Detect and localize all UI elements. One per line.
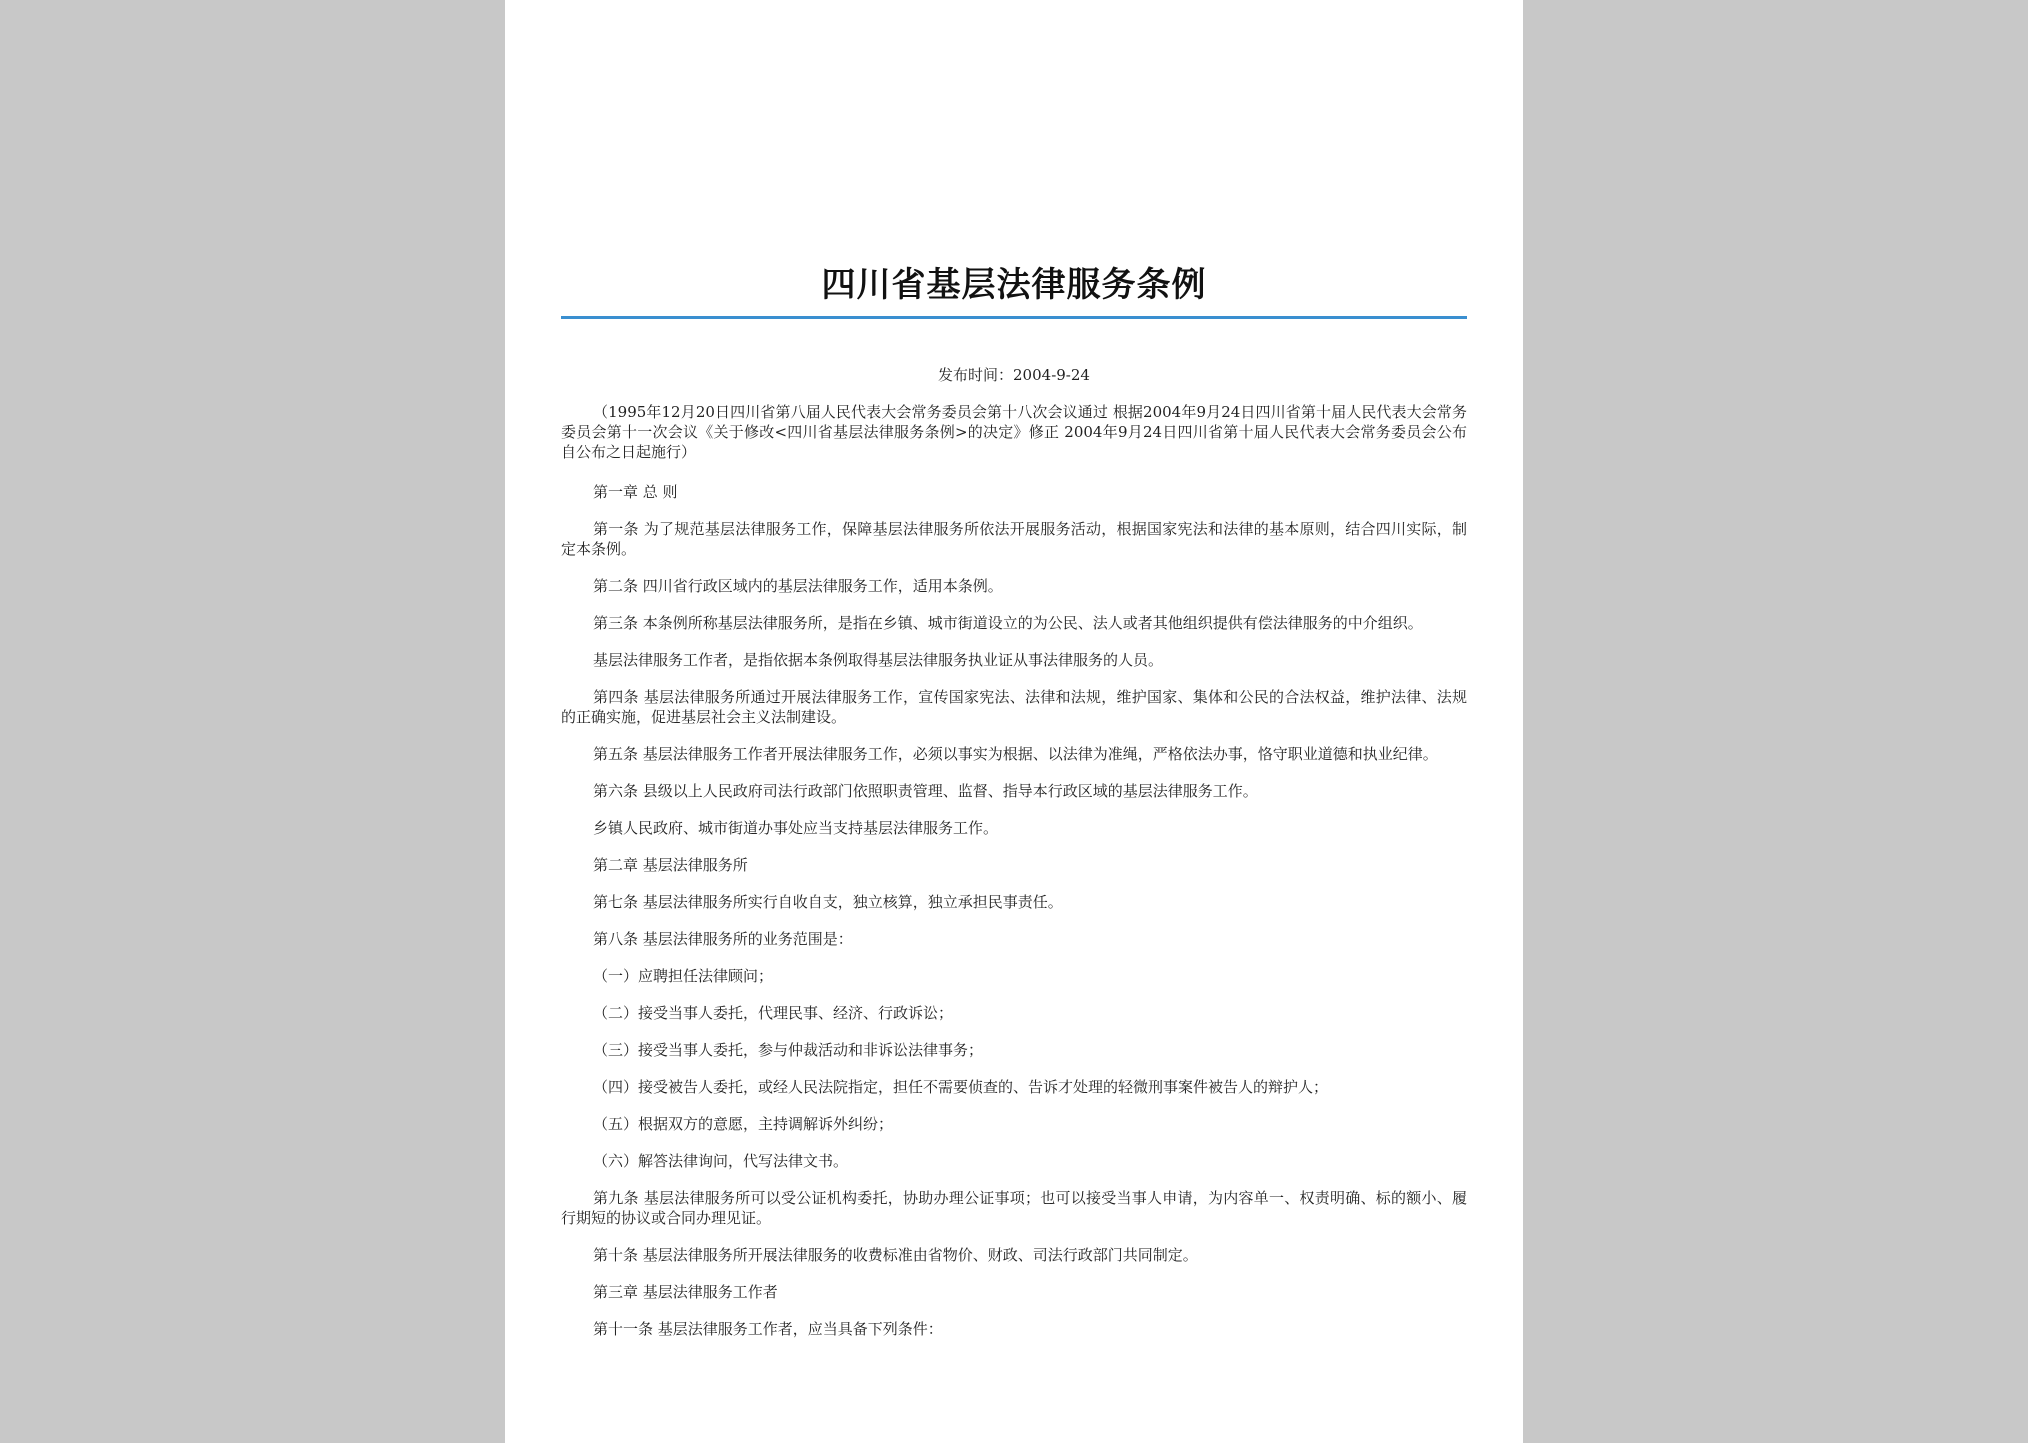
article-paragraph: 第八条 基层法律服务所的业务范围是： bbox=[593, 930, 853, 948]
chapter-heading: 第三章 基层法律服务工作者 bbox=[593, 1283, 778, 1301]
article-paragraph: 乡镇人民政府、城市街道办事处应当支持基层法律服务工作。 bbox=[593, 819, 999, 837]
article-paragraph: 第三条 本条例所称基层法律服务所，是指在乡镇、城市街道设立的为公民、法人或者其他组织提供有偿法律服务的中介组织。 bbox=[593, 614, 1423, 632]
article-paragraph: 第七条 基层法律服务所实行自收自支，独立核算，独立承担民事责任。 bbox=[593, 893, 1063, 911]
document-body bbox=[561, 402, 1467, 1356]
list-item: （三）接受当事人委托，参与仲裁活动和非诉讼法律事务； bbox=[593, 1041, 984, 1059]
article-paragraph: 第五条 基层法律服务工作者开展法律服务工作，必须以事实为根据、以法律为准绳，严格依法办事，恪守职业道德和执业纪律。 bbox=[593, 745, 1438, 763]
article-paragraph: 第六条 县级以上人民政府司法行政部门依照职责管理、监督、指导本行政区域的基层法律服务工作。 bbox=[593, 782, 1258, 800]
article-paragraph: 第十条 基层法律服务所开展法律服务的收费标准由省物价、财政、司法行政部门共同制定。 bbox=[593, 1246, 1198, 1264]
document-page bbox=[505, 0, 1523, 1443]
article-paragraph: 第二条 四川省行政区域内的基层法律服务工作，适用本条例。 bbox=[593, 577, 1003, 595]
preamble-paragraph: （1995年12月20日四川省第八届人民代表大会常务委员会第十八次会议通过 根据2004年9月24日四川省第十届人民代表大会常务委员会第十一次会议《关于修改<四川省基层法律服务条例>的决定》修正 2004年9月24日四川省第十届人民代表大会常务委员会公布 自公布之日起施行） bbox=[561, 403, 1467, 461]
list-item: （六）解答法律询问，代写法律文书。 bbox=[593, 1152, 849, 1170]
chapter-heading: 第一章 总 则 bbox=[593, 483, 678, 501]
list-item: （五）根据双方的意愿，主持调解诉外纠纷； bbox=[593, 1115, 894, 1133]
chapter-heading: 第二章 基层法律服务所 bbox=[593, 856, 748, 874]
document-title: 四川省基层法律服务条例 bbox=[821, 265, 1207, 305]
list-item: （二）接受当事人委托，代理民事、经济、行政诉讼； bbox=[593, 1004, 954, 1022]
publish-date: 发布时间：2004-9-24 bbox=[938, 366, 1090, 384]
article-paragraph: 第九条 基层法律服务所可以受公证机构委托，协助办理公证事项；也可以接受当事人申请，为内容单一、权责明确、标的额小、履行期短的协议或合同办理见证。 bbox=[561, 1189, 1467, 1227]
article-paragraph: 第十一条 基层法律服务工作者，应当具备下列条件： bbox=[593, 1320, 943, 1338]
list-item: （一）应聘担任法律顾问； bbox=[593, 967, 774, 985]
article-paragraph: 第四条 基层法律服务所通过开展法律服务工作，宣传国家宪法、法律和法规，维护国家、集体和公民的合法权益，维护法律、法规的正确实施，促进基层社会主义法制建设。 bbox=[561, 688, 1467, 726]
list-item: （四）接受被告人委托，或经人民法院指定，担任不需要侦查的、告诉才处理的轻微刑事案件被告人的辩护人； bbox=[593, 1078, 1329, 1096]
title-divider bbox=[561, 316, 1467, 319]
article-paragraph: 基层法律服务工作者，是指依据本条例取得基层法律服务执业证从事法律服务的人员。 bbox=[593, 651, 1164, 669]
article-paragraph: 第一条 为了规范基层法律服务工作，保障基层法律服务所依法开展服务活动，根据国家宪法和法律的基本原则，结合四川实际，制定本条例。 bbox=[561, 520, 1467, 558]
